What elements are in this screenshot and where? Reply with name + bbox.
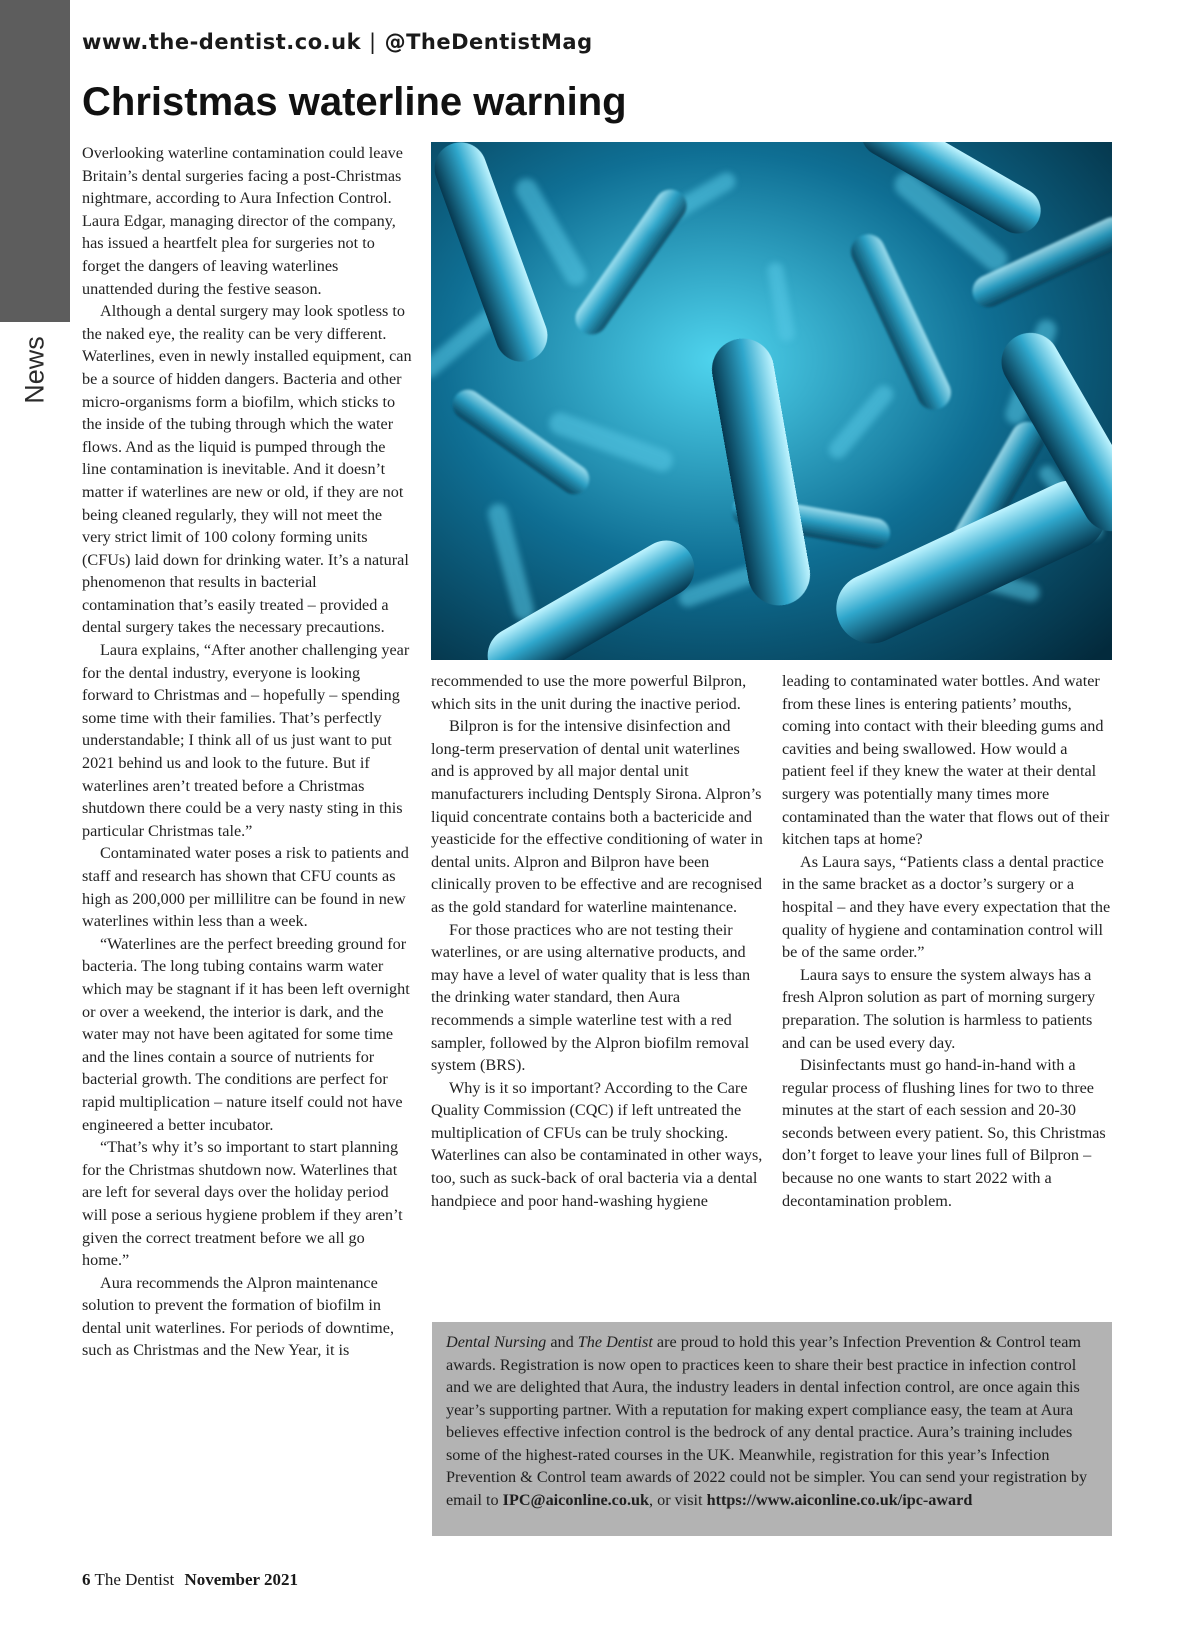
paragraph: “Waterlines are the perfect breeding ground for bacteria. The long tubing contains warm water which may be stagnant if it has been left overnight or over a weekend, the interior is dark, and the water may not have been agitated for some time and the lines contain a source of nutrients for bacterial growth. The conditions are perfect for rapid multiplication – nature itself could not have engineered a better incubator. (82, 934, 410, 1134)
masthead-separator: | (369, 30, 377, 54)
masthead (82, 30, 593, 54)
paragraph: Laura says to ensure the system always has a fresh Alpron solution as part of morning surgery preparation. The solution is harmless to patients and can be used every day. (782, 965, 1096, 1052)
article-column-3 (782, 670, 1112, 1212)
paragraph: leading to contaminated water bottles. And water from these lines is entering patients’ mouths, coming into contact with their bleeding gums and cavities and being swallowed. How would a patient feel if they knew the water at their dental surgery was potentially many times more contaminated than the water that flows out of their kitchen taps at home? (782, 672, 1110, 849)
award-text (446, 1331, 1098, 1511)
publication-name: The Dentist (577, 1333, 653, 1351)
twitter-handle: @TheDentistMag (384, 30, 593, 54)
publication-title: The Dentist (94, 1570, 175, 1589)
paragraph: “That’s why it’s so important to start planning for the Christmas shutdown now. Waterlines that are left for several days over the holiday period will pose a serious hygiene problem if they aren’t given the correct treatment before we all go home.” (82, 1138, 403, 1270)
award-email-link[interactable]: IPC@aiconline.co.uk (502, 1490, 650, 1509)
website-url: www.the-dentist.co.uk (82, 30, 362, 54)
award-text-fragment: , or visit (649, 1490, 707, 1509)
award-announcement-box (432, 1322, 1112, 1536)
section-tab (0, 0, 70, 322)
section-label: News (19, 336, 50, 404)
page-number: 6 (82, 1570, 91, 1589)
paragraph: Although a dental surgery may look spotless to the naked eye, the reality can be very different. Waterlines, even in newly installed equipment, can be a source of hidden dangers. Bacteria and other micro-organisms form a biofilm, which sticks to the inside of the tubing through which the water flows. And as the liquid is pumped through the line contamination is inevitable. And it doesn’t matter if waterlines are new or old, if they are not being cleaned regularly, they will not meet the very strict limit of 100 colony forming units (CFUs) laid down for drinking water. It’s a natural phenomenon that results in bacterial contamination that’s easily treated – provided a dental surgery takes the necessary precautions. (82, 302, 412, 637)
paragraph: Bilpron is for the intensive disinfection and long-term preservation of dental unit waterlines and is approved by all major dental unit manufacturers including Dentsply Sirona. Alpron’s liquid concentrate contains both a bactericide and yeasticide for the effective conditioning of water in dental units. Alpron and Bilpron have been clinically proven to be effective and are recognised as the gold standard for waterline maintenance. (431, 717, 763, 916)
article-column-2 (431, 670, 763, 1212)
paragraph: Disinfectants must go hand-in-hand with a regular process of flushing lines for two to three minutes at the start of each session and 20-30 seconds between every patient. So, this Christmas don’t forget to leave your lines full of Bilpron – because no one wants to start 2022 with a decontamination problem. (782, 1056, 1106, 1210)
paragraph: Contaminated water poses a risk to patients and staff and research has shown that CFU counts as high as 200,000 per millilitre can be found in new waterlines within less than a week. (82, 844, 409, 931)
award-text-fragment: and (546, 1333, 578, 1351)
paragraph: Laura explains, “After another challenging year for the dental industry, everyone is looking forward to Christmas and – hopefully – spending some time with their families. That’s perfectly understandable; I think all of us just want to put 2021 behind us and look to the future. But if waterlines aren’t treated before a Christmas shutdown there could be a very nasty sting in this particular Christmas tale.” (82, 641, 410, 840)
award-text-body: are proud to hold this year’s Infection Prevention & Control team awards. Registration is now open to practices keen to share their best practice in infection control and we are delighted that Aura, the industry leaders in dental infection control, are once again this year’s supporting partner. With a reputation for making expert compliance easy, the team at Aura believes effective infection control is the bedrock of any dental practice. Aura’s training includes some of the highest-rated courses in the UK. Meanwhile, registration for this year’s Infection Prevention & Control team awards of 2022 could not be simpler. You can send your registration by email to (446, 1333, 1088, 1509)
page-footer (82, 1570, 298, 1590)
bacteria-illustration (431, 142, 1112, 660)
headline: Christmas waterline warning (82, 80, 627, 124)
paragraph: Why is it so important? According to the Care Quality Commission (CQC) if left untreated the multiplication of CFUs can be truly shocking. Waterlines can also be contaminated in other ways, too, such as suck-back of oral bacteria via a dental handpiece and poor hand-washing hygiene (431, 1078, 763, 1210)
paragraph: As Laura says, “Patients class a dental practice in the same bracket as a doctor’s surgery or a hospital – and they have every expectation that the quality of hygiene and contamination control will be of the same order.” (782, 852, 1111, 962)
article-column-1 (82, 142, 412, 1362)
bacteria-image (431, 142, 1112, 660)
paragraph: For those practices who are not testing their waterlines, or are using alternative products, and may have a level of water quality that is less than the drinking water standard, then Aura recommends a simple waterline test with a red sampler, followed by the Alpron biofilm removal system (BRS). (431, 920, 751, 1075)
paragraph: recommended to use the more powerful Bilpron, which sits in the unit during the inactive period. (431, 672, 747, 713)
paragraph: Aura recommends the Alpron maintenance solution to prevent the formation of biofilm in dental unit waterlines. For periods of downtime, such as Christmas and the New Year, it is (82, 1273, 394, 1360)
paragraph: Overlooking waterline contamination could leave Britain’s dental surgeries facing a post-Christmas nightmare, according to Aura Infection Control. Laura Edgar, managing director of the company, has issued a heartfelt plea for surgeries not to forget the dangers of leaving waterlines unattended during the festive season. (82, 144, 403, 298)
issue-date: November 2021 (184, 1570, 298, 1589)
publication-name: Dental Nursing (446, 1333, 547, 1351)
award-url-link[interactable]: https://www.aiconline.co.uk/ipc-award (706, 1490, 973, 1509)
